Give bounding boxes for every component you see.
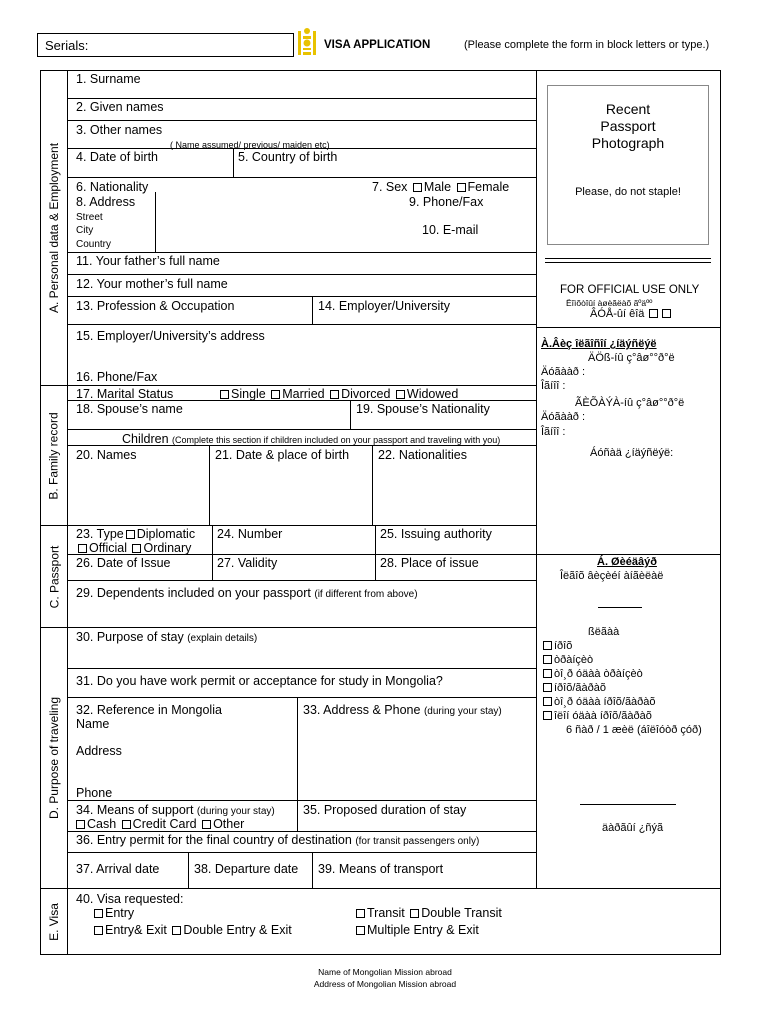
official-heading-a: À.Âèç îëãîñîí ¿íäýñëýë [541,338,657,350]
visa-entry-option [92,906,134,920]
other-names-hint: ( Name assumed/ previous/ maiden etc) [170,140,330,150]
entry-exit-label: Entry& Exit [105,923,167,937]
official-option-1 [541,640,572,653]
multiple-entry-checkbox[interactable] [356,926,365,935]
visa-requested-label: 40. Visa requested: [76,892,184,906]
address-phone-hint: (during your stay) [423,706,502,717]
email-field[interactable]: 10. E-mail [422,223,479,237]
photo-note: Please, do not staple! [575,186,681,198]
section-c-label: C. Passport [47,545,62,608]
divorced-label: Divorced [341,387,391,401]
issuing-authority-field[interactable]: 25. Issuing authority [380,527,492,541]
soyombo-emblem [296,27,318,57]
photo-line-3: Photograph [591,135,665,151]
ordinary-checkbox[interactable] [132,544,141,553]
means-support-options [74,817,244,831]
children-label: Children [122,432,169,446]
diplomatic-checkbox[interactable] [126,530,135,539]
credit-card-checkbox[interactable] [122,820,131,829]
serials-box[interactable] [37,33,294,57]
transport-field[interactable]: 39. Means of transport [318,862,444,876]
official-option-1-checkbox[interactable] [543,641,552,650]
official-option-2 [541,654,593,667]
official-line-8: Îëãîõ âèçèéí àíãèëàë [560,570,664,582]
official-option-4-label: íðîõ/ãàðàõ [554,682,606,694]
official-option-6-checkbox[interactable] [543,711,552,720]
mission-name: Name of Mongolian Mission abroad [318,967,452,977]
validity-field[interactable]: 27. Validity [217,556,278,570]
reference-name-label: Name [76,717,110,731]
official-option-3-label: òî¸ð óäàà òðàíçèò [554,668,643,680]
sex-field [372,180,509,194]
transit-checkbox[interactable] [356,909,365,918]
visa-multiple-option [354,923,479,937]
mother-name-field[interactable]: 12. Your mother’s full name [76,277,228,291]
phone-fax-2-field[interactable]: 16. Phone/Fax [76,370,158,384]
official-option-2-checkbox[interactable] [543,655,552,664]
entry-permit-label: 36. Entry permit for the final country of destination [76,833,352,847]
place-of-issue-field[interactable]: 28. Place of issue [380,556,479,570]
passport-number-field[interactable]: 24. Number [217,527,283,541]
official-line-4: ÃÈÕÀÝÀ-íû ç°âø°°ð°ë [575,397,685,409]
ordinary-label: Ordinary [143,541,192,555]
reference-phone-label: Phone [76,786,113,800]
city-label: City [76,225,94,236]
official-line-5: Äóãààð : [541,411,586,423]
official-line-6: Îãíîî : [541,426,566,438]
official-sub: Ëîìõòîûí àøèãëàõ ãºäºº [566,298,653,308]
official-option-7: 6 ñàð / 1 æèë (áîëîóòð çóð) [566,724,702,736]
official-signature-label: äàðãûí ¿ñýã [602,822,664,834]
work-permit-field[interactable]: 31. Do you have work permit or acceptance for study in Mongolia? [76,674,443,688]
entry-permit-field[interactable] [76,833,479,849]
marital-options [218,387,458,401]
official-option-5-checkbox[interactable] [543,697,552,706]
departure-date-field[interactable]: 38. Departure date [194,862,299,876]
cash-checkbox[interactable] [76,820,85,829]
address-phone-field[interactable] [303,703,502,719]
official-option-5-label: òî¸ð óäàà íðîõ/ãàðàõ [554,696,656,708]
visa-entry-exit-options [92,923,292,937]
passport-type-label: 23. Type [76,527,124,541]
dependents-field[interactable] [76,586,418,602]
single-label: Single [231,387,266,401]
section-e-label: E. Visa [47,903,61,941]
other-label: Other [213,817,245,831]
section-b-label: B. Family record [47,411,62,500]
nationality-field[interactable]: 6. Nationality [76,180,149,194]
official-line-3: Îãíîî : [541,380,566,392]
arrival-date-field[interactable]: 37. Arrival date [76,862,160,876]
official-title: FOR OFFICIAL USE ONLY [560,284,700,296]
employer-address-field[interactable]: 15. Employer/University’s address [76,329,265,343]
widowed-label: Widowed [406,387,459,401]
widowed-checkbox[interactable] [396,390,405,399]
official-option-1-label: íðîõ [554,640,573,652]
means-support-label: 34. Means of support [76,803,194,817]
other-checkbox[interactable] [202,820,211,829]
married-label: Married [282,387,325,401]
reference-field[interactable]: 32. Reference in Mongolia [76,703,222,717]
female-checkbox[interactable] [457,183,466,192]
child-names-field[interactable]: 20. Names [76,448,137,462]
street-label: Street [76,212,103,223]
official-option-3-checkbox[interactable] [543,669,552,678]
form-title: VISA APPLICATION [324,39,431,51]
official-checkbox[interactable] [78,544,87,553]
official-option-4 [541,682,606,695]
given-names-field[interactable]: 2. Given names [76,100,164,114]
official-code-box-1[interactable] [649,309,658,318]
spouse-nationality-field[interactable]: 19. Spouse’s Nationality [356,402,490,416]
child-date-place-field[interactable]: 21. Date & place of birth [215,448,350,462]
date-of-issue-field[interactable]: 26. Date of Issue [76,556,171,570]
official-option-3 [541,668,643,681]
official-option-4-checkbox[interactable] [543,683,552,692]
marital-status-label: 17. Marital Status [76,387,174,401]
official-line-9: ßëãàà [588,626,620,638]
children-hint: (Complete this section if children included on your passport and traveling with you) [172,435,501,445]
transit-label: Transit [367,906,405,920]
purpose-field[interactable] [76,630,257,646]
photo-line-1: Recent [605,101,651,117]
section-a-label: A. Personal data & Employment [47,142,61,314]
phone-fax-field[interactable]: 9. Phone/Fax [409,195,484,209]
serials-label: Serials: [45,38,89,53]
country-label: Country [76,239,112,250]
child-nationalities-field[interactable]: 22. Nationalities [378,448,467,462]
entry-exit-checkbox[interactable] [94,926,103,935]
profession-field[interactable]: 13. Profession & Occupation [76,299,235,313]
married-checkbox[interactable] [271,390,280,399]
official-option-2-label: òðàíçèò [554,654,594,666]
address-field[interactable]: 8. Address [76,195,136,209]
duration-field[interactable]: 35. Proposed duration of stay [303,803,467,817]
official-option-6 [541,710,652,723]
double-transit-checkbox[interactable] [410,909,419,918]
multiple-entry-label: Multiple Entry & Exit [367,923,479,937]
double-entry-exit-label: Double Entry & Exit [183,923,292,937]
form-instruction: (Please complete the form in block letters or type.) [464,39,710,51]
dob-field[interactable]: 4. Date of birth [76,150,158,164]
single-checkbox[interactable] [220,390,229,399]
female-label: Female [467,180,510,194]
divorced-checkbox[interactable] [330,390,339,399]
reference-address-label: Address [76,744,122,758]
official-line-1: ÄÖß-íû ç°âø°°ð°ë [588,352,675,364]
double-transit-label: Double Transit [421,906,502,920]
double-entry-exit-checkbox[interactable] [172,926,181,935]
means-support-hint: (during your stay) [196,806,275,817]
official-line-2: Äóãààð : [541,366,586,378]
entry-label: Entry [105,906,135,920]
address-phone-label: 33. Address & Phone [303,703,421,717]
spouse-name-field[interactable]: 18. Spouse’s name [76,402,183,416]
mission-address: Address of Mongolian Mission abroad [313,979,457,989]
dependents-label: 29. Dependents included on your passport [76,586,311,600]
section-d-label: D. Purpose of traveling [47,696,61,820]
purpose-hint: (explain details) [187,633,258,644]
surname-field[interactable]: 1. Surname [76,72,141,86]
official-option-6-label: îëîí óäàà íðîõ/ãàðàõ [554,710,652,722]
credit-card-label: Credit Card [132,817,197,831]
male-label: Male [423,180,452,194]
official-label: Official [89,541,127,555]
cash-label: Cash [87,817,117,831]
employer-field[interactable]: 14. Employer/University [318,299,450,313]
official-option-5 [541,696,656,709]
photo-line-2: Passport [600,118,656,134]
official-line-7: Áóñàä ¿íäýñëýë: [590,447,674,459]
photo-box [547,85,709,245]
entry-permit-hint: (for transit passengers only) [355,836,480,847]
country-of-birth-field[interactable]: 5. Country of birth [238,150,338,164]
official-heading-b: Á. Øèéäâýð [597,556,657,568]
official-code-box-2[interactable] [662,309,671,318]
passport-type-options [76,541,191,555]
entry-checkbox[interactable] [94,909,103,918]
sex-label: 7. Sex [372,180,408,194]
visa-transit-options [354,906,502,920]
diplomatic-label: Diplomatic [136,527,196,541]
dependents-hint: (if different from above) [314,589,418,600]
official-code [590,308,673,321]
passport-type-field [76,527,195,541]
purpose-label: 30. Purpose of stay [76,630,184,644]
official-code-label: ÂÓÅ-ûí êîä [590,308,645,320]
father-name-field[interactable]: 11. Your father’s full name [76,254,220,268]
other-names-field[interactable]: 3. Other names [76,123,163,137]
male-checkbox[interactable] [413,183,422,192]
